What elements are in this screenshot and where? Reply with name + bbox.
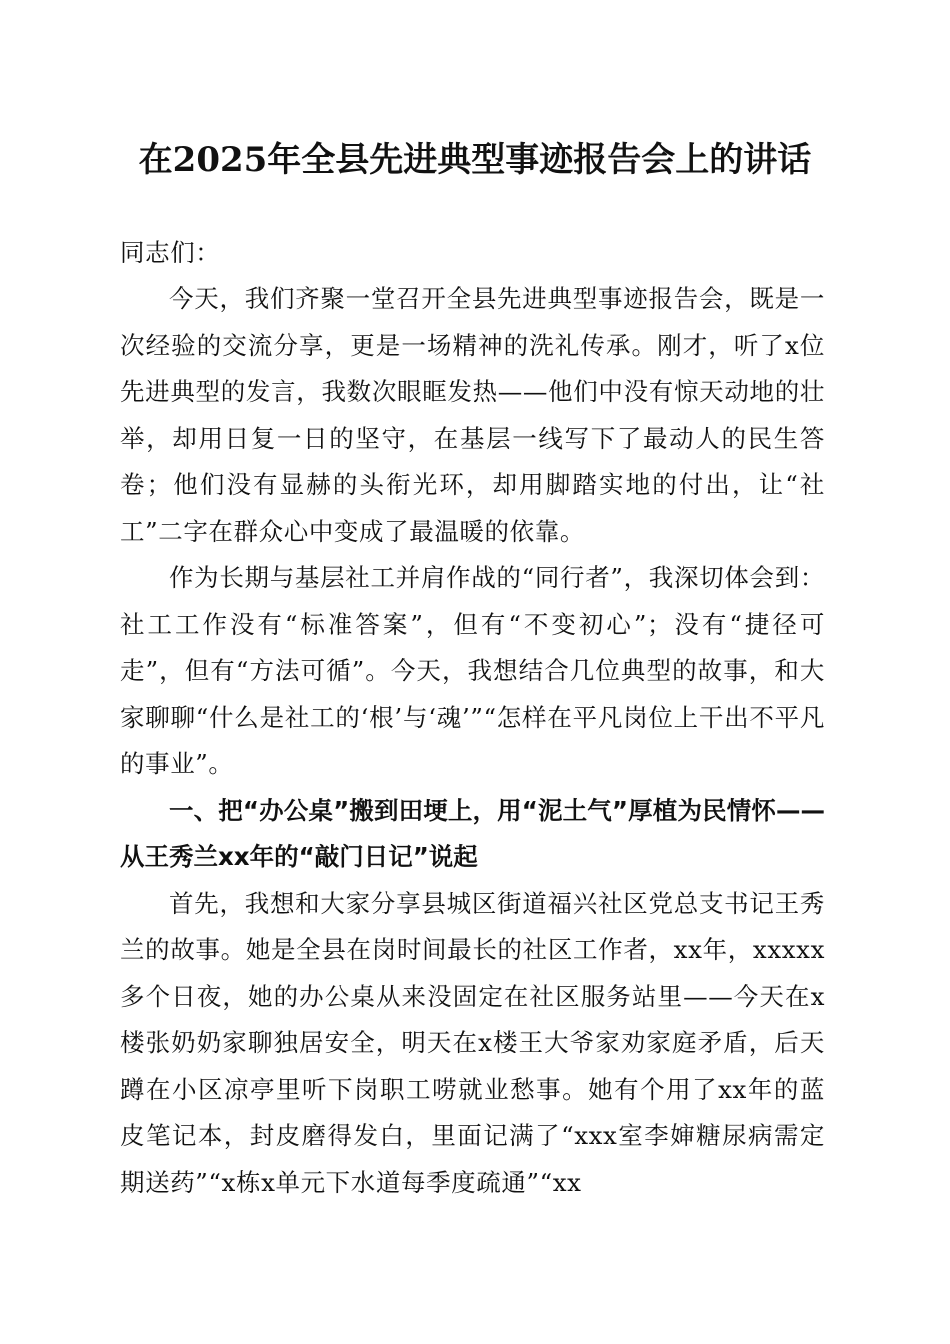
paragraph-2: 作为长期与基层社工并肩作战的“同行者”，我深切体会到：社工工作没有“标准答案”，但有“不变初心”；没有“捷径可走”，但有“方法可循”。今天，我想结合几位典型的故事，和大家聊聊“什么是社工的‘根’与‘魂’”“怎样在平凡岗位上干出不平凡的事业”。 (120, 563, 825, 778)
salutation: 同志们： (120, 238, 221, 267)
document-title: 在2025年全县先进典型事迹报告会上的讲话 (138, 140, 812, 180)
paragraph-3: 首先，我想和大家分享县城区街道福兴社区党总支书记王秀兰的故事。她是全县在岗时间最长的社区工作者，xx年，xxxxx多个日夜，她的办公桌从来没固定在社区服务站里——今天在x楼张奶奶家聊独居安全，明天在x楼王大爷家劝家庭矛盾，后天蹲在小区凉亭里听下岗职工唠就业愁事。她有个用了xx年的蓝皮笔记本，封皮磨得发白，里面记满了“xxx室李婶糖尿病需定期送药”“x栋x单元下水道每季度疏通”“xx (120, 888, 825, 1197)
document-body (120, 276, 825, 1206)
section-heading-1: 一、把“办公桌”搬到田埂上，用“泥土气”厚植为民情怀——从王秀兰xx年的“敲门日记”说起 (120, 795, 825, 871)
paragraph-1: 今天，我们齐聚一堂召开全县先进典型事迹报告会，既是一次经验的交流分享，更是一场精神的洗礼传承。刚才，听了x位先进典型的发言，我数次眼眶发热——他们中没有惊天动地的壮举，却用日复一日的坚守，在基层一线写下了最动人的民生答卷；他们没有显赫的头衔光环，却用脚踏实地的付出，让“社工”二字在群众心中变成了最温暖的依靠。 (120, 284, 825, 546)
